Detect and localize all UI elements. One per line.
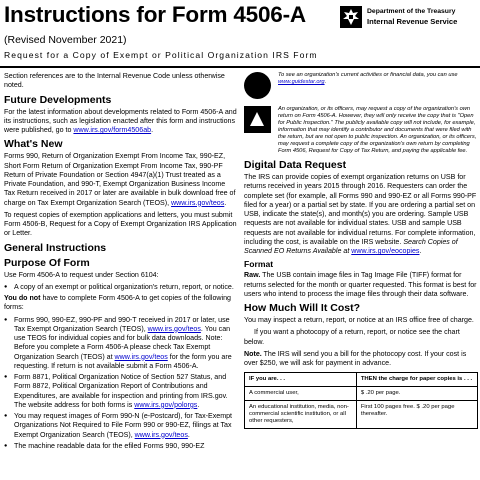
table-row xyxy=(245,401,478,429)
left-column xyxy=(4,72,237,453)
whats-new-text-2: To request copies of exemption applications and letters, you must submit Form 4506-B, Request for a Copy of Exempt Organization IRS Application or Letter. xyxy=(4,210,237,238)
agency-name: Internal Revenue Service xyxy=(367,17,458,26)
list-item: ● Form 8871, Political Organization Notice of Section 527 Status, and Form 8872, Political Organization Report of Contributions and Expenditures, are available for inspection and printing from IRS.gov. The website address for both forms is www.irs.gov/polorgs. xyxy=(4,373,237,410)
heading-digital-data-request: Digital Data Request xyxy=(244,159,347,171)
table-cell: A commercial user, xyxy=(245,387,357,401)
irs-eagle-icon xyxy=(340,6,362,28)
purpose-list xyxy=(4,283,237,292)
digital-data-text: The IRS can provide copies of exempt organization returns on USB for returns received in years 2015 through 2016. Requesters can order the complete set (for example, all Forms 990 and 990-EZ or all Forms 990-PF filed for a year) or a partial set by state. If you are ordering a partial set on USB, indicate the state(s), and month(s) you are ordering. Sample USB requests are not available for individual states. USB and sample USB requests are not available for individual returns. For complete information, including the cost, is available on the IRS website. Search Copies of Scanned EO Returns Available at www.irs.gov/eocopies. xyxy=(244,173,477,255)
table-cell: An educational institution, media, non-commercial scientific institution, or all other requesters, xyxy=(245,401,357,429)
cost-text-1: You may inspect a return, report, or notice at an IRS office free of charge. xyxy=(244,316,474,324)
column-header: THEN the charge for paper copies is . . . xyxy=(356,373,477,387)
format-text: Raw. The USB contain image files in Tag Image File (TIFF) format for returns selected for the month or quarter requested. This format is best for users who intend to process the image files through their data software. xyxy=(244,271,477,298)
department-name: Department of the Treasury xyxy=(367,8,456,15)
cost-note: Note. The IRS will send you a bill for the photocopy cost. If your cost is over $250, we will ask for payment in advance. xyxy=(244,349,467,367)
right-column xyxy=(244,72,478,429)
whats-new-text: Forms 990, Return of Organization Exempt From Income Tax, 990-EZ, Short Form Return of Organization Exempt From Income Tax, 990-PF Return of Private Foundation or Section 4947(a)(1) Trust treated as a Private Foundation, and 990-T, Exempt Organization Business Income Tax Return received in 2017 or later are available in bulk download free of charge on Tax Exempt Organization Search (TEOS), www.irs.gov/teos. xyxy=(4,152,236,207)
heading-future-developments: Future Developments xyxy=(4,93,112,106)
page-title: Instructions for Form 4506-A xyxy=(4,2,306,27)
heading-purpose-of-form: Purpose Of Form xyxy=(4,256,90,269)
table-header-row xyxy=(245,373,478,387)
revision-date: (Revised November 2021) xyxy=(4,34,127,46)
treasury-logo xyxy=(340,6,480,28)
table-row xyxy=(245,387,478,401)
future-developments-text: For the latest information about developments related to Form 4506-A and its instructions, such as legislation enacted after this form and instructions were published, go to www.irs.gov/form4506ab. xyxy=(4,107,237,134)
form4506ab-link[interactable]: www.irs.gov/form4506ab xyxy=(73,126,152,134)
heading-general-instructions: General Instructions xyxy=(4,241,107,254)
heading-whats-new: What's New xyxy=(4,138,63,151)
exemption-list xyxy=(4,316,237,452)
purpose-intro: Use Form 4506-A to request under Section 6104: xyxy=(4,270,159,279)
list-item: ● You may request images of Form 990-N (e-Postcard), for Tax-Exempt Organizations Not Required to File Form 990 or 990-EZ, filings at Tax Exempt Organization Search (TEOS), www.irs.gov/teos. xyxy=(4,412,237,440)
teos-link[interactable]: www.irs.gov/teos xyxy=(171,198,225,207)
caution-triangle-icon xyxy=(244,106,271,133)
teos-link[interactable]: www.irs.gov/teos xyxy=(147,324,201,333)
guidestar-link[interactable]: www.guidestar.org xyxy=(278,79,325,85)
teos-link[interactable]: www.irs.gov/teos xyxy=(114,352,168,361)
header-rule xyxy=(0,66,480,68)
teos-link[interactable]: www.irs.gov/teos xyxy=(134,430,188,439)
heading-format: Format xyxy=(244,259,274,270)
cost-table xyxy=(244,372,478,429)
tip-note: To see an organization's current activities or financial data, you can use www.guidestar.org. xyxy=(244,72,478,102)
tip-circle-icon xyxy=(244,72,271,99)
table-cell: $ .20 per page. xyxy=(356,387,477,401)
heading-how-much-cost: How Much Will It Cost? xyxy=(244,302,360,314)
polorgs-link[interactable]: www.irs.gov/polorgs xyxy=(134,400,198,409)
table-cell: First 100 pages free. $ .20 per page thereafter. xyxy=(356,401,477,429)
eocopies-link[interactable]: www.irs.gov/eocopies xyxy=(351,247,420,255)
do-not-text: You do not have to complete Form 4506-A to get copies of the following forms: xyxy=(4,294,231,312)
cost-text-2: If you want a photocopy of a return, report, or notice see the chart below. xyxy=(244,328,460,346)
intro-text: Section references are to the Internal Revenue Code unless otherwise noted. xyxy=(4,72,225,90)
list-item: ● Forms 990, 990-EZ, 990-PF and 990-T received in 2017 or later, use Tax Exempt Organization Search (TEOS), www.irs.gov/teos. You can use TEOS for individual copies and for bulk data downloads. Note: Before you complete a Form 4506-A please check Tax Exempt Organization Search (TEOS) at www.irs.gov/teos for the form you are requesting. If return is not available submit a Form 4506-A. xyxy=(4,316,237,372)
page-subtitle: Request for a Copy of Exempt or Political Organization IRS Form xyxy=(4,50,318,60)
caution-note: An organization, or its officers, may request a copy of the organization's own return on Form 4506-A. However, they will only receive the copy that is "Open for Public Inspection." The publicly available copy will not include, for example, information that may identify a contributor and documents that were filed with the return, but are not open to public inspection. An organization, or its officers, may request a complete copy of the organization's own return by completing Form 4506, Request for Copy of Tax Return, and paying the applicable fee. xyxy=(244,106,478,155)
list-item: ● A copy of an exempt or political organization's return, report, or notice. xyxy=(4,283,237,292)
list-item: ● The machine readable data for the efiled Forms 990, 990-EZ xyxy=(4,442,237,451)
column-header: IF you are. . . xyxy=(245,373,357,387)
